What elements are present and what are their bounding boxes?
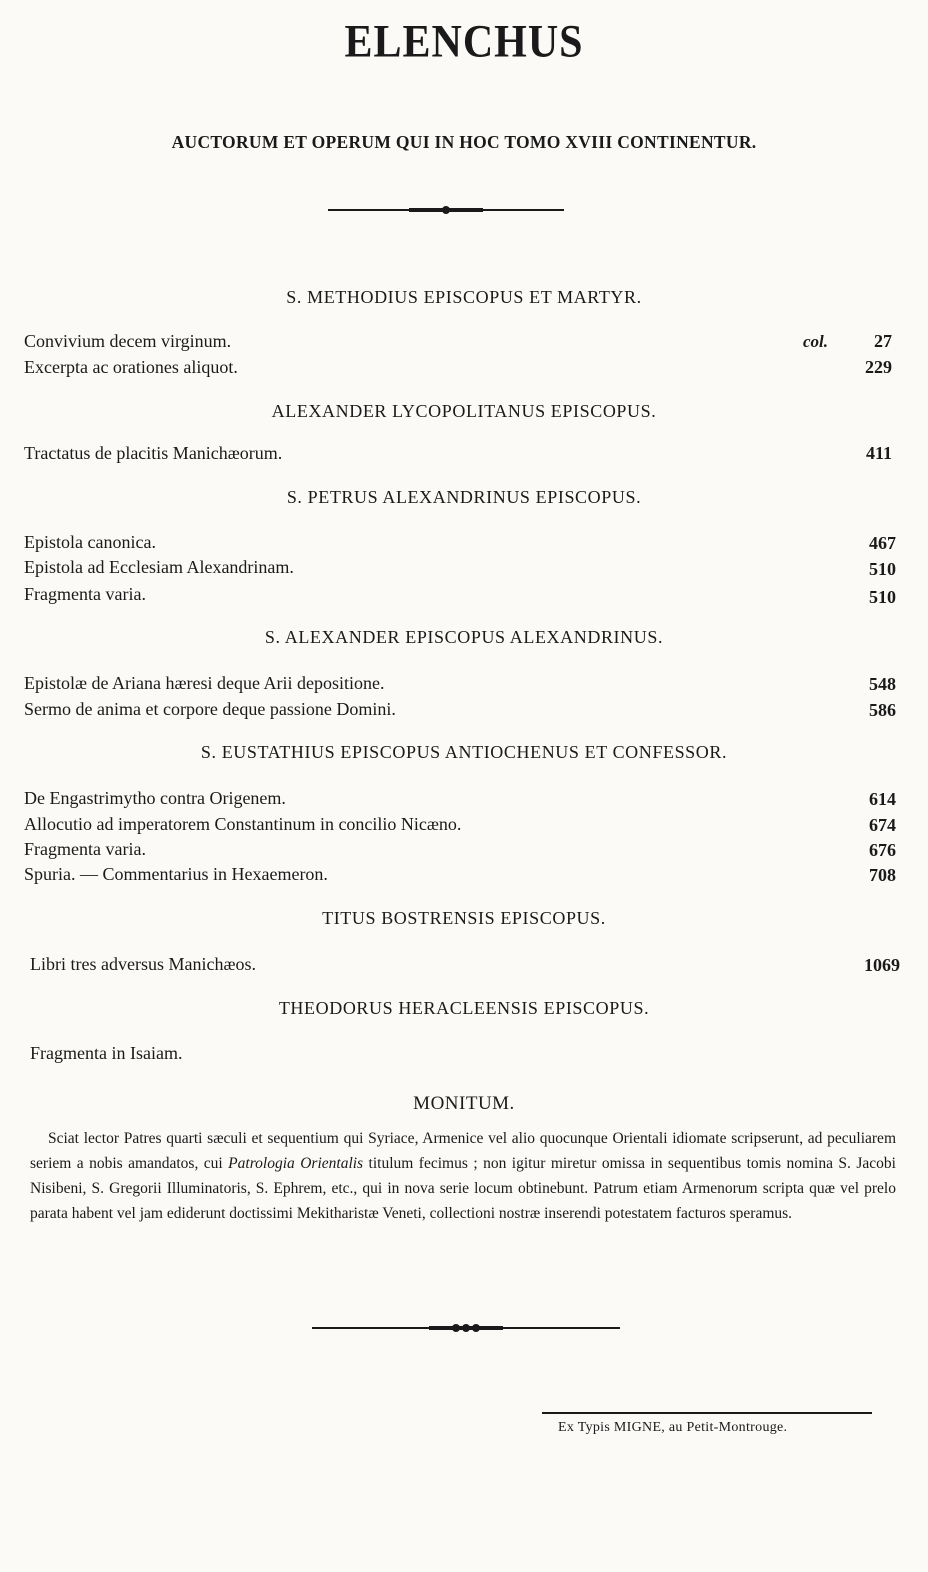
entry-title: Sermo de anima et corpore deque passione Domini. bbox=[24, 699, 396, 719]
entry-page: 510 bbox=[869, 587, 896, 607]
ornament-icon bbox=[429, 1324, 503, 1332]
section-heading: S. PETRUS ALEXANDRINUS EPISCOPUS. bbox=[286, 487, 642, 507]
entry-page: 229 bbox=[865, 357, 892, 377]
monitum-title: MONITUM. bbox=[413, 1093, 515, 1114]
entry-title: Fragmenta varia. bbox=[24, 584, 146, 604]
entry-title: Convivium decem virginum. bbox=[24, 331, 232, 351]
entry-page: 708 bbox=[869, 865, 896, 885]
section-heading: ALEXANDER LYCOPOLITANUS EPISCOPUS. bbox=[271, 401, 657, 421]
entry-page: 586 bbox=[869, 700, 896, 720]
entry-title: Epistolæ de Ariana hæresi deque Arii depositione. bbox=[24, 673, 385, 693]
page-subtitle: AUCTORUM ET OPERUM QUI IN HOC TOMO XVIII CONTINENTUR. bbox=[171, 132, 757, 152]
entry-title: Fragmenta varia. bbox=[24, 839, 146, 859]
entry-title: Libri tres adversus Manichæos. bbox=[30, 954, 256, 974]
entry-title: Spuria. — Commentarius in Hexaemeron. bbox=[24, 864, 328, 884]
entry-title: Epistola ad Ecclesiam Alexandrinam. bbox=[24, 557, 294, 577]
entry-page: 674 bbox=[869, 815, 896, 835]
entry-page: 1069 bbox=[864, 955, 900, 975]
imprint-rule bbox=[542, 1412, 872, 1414]
entry-title: Tractatus de placitis Manichæorum. bbox=[24, 443, 283, 463]
top-ornament bbox=[328, 205, 564, 215]
section-heading: THEODORUS HERACLEENSIS EPISCOPUS. bbox=[278, 998, 650, 1018]
entry-page: 614 bbox=[869, 789, 896, 809]
section-heading: S. EUSTATHIUS EPISCOPUS ANTIOCHENUS ET CONFESSOR. bbox=[200, 742, 728, 762]
entry-page: 548 bbox=[869, 674, 896, 694]
section-heading: TITUS BOSTRENSIS EPISCOPUS. bbox=[322, 908, 606, 928]
entry-title: De Engastrimytho contra Origenem. bbox=[24, 788, 286, 808]
entry-title: Epistola canonica. bbox=[24, 532, 156, 552]
entry-page: 411 bbox=[865, 443, 892, 463]
entry-title: Fragmenta in Isaiam. bbox=[30, 1043, 183, 1063]
page-title: ELENCHUS bbox=[344, 16, 584, 68]
entry-title: Excerpta ac orationes aliquot. bbox=[24, 357, 238, 377]
imprint: Ex Typis MIGNE, au Petit-Montrouge. bbox=[558, 1420, 788, 1435]
bottom-ornament bbox=[312, 1323, 620, 1333]
entry-page: 676 bbox=[869, 840, 896, 860]
entry-page: 27 bbox=[874, 331, 892, 351]
ornament-icon bbox=[409, 206, 483, 214]
monitum-text bbox=[30, 1126, 896, 1226]
entry-title: Allocutio ad imperatorem Constantinum in concilio Nicæno. bbox=[24, 814, 462, 834]
entry-page: 467 bbox=[869, 533, 896, 553]
section-heading: S. METHODIUS EPISCOPUS ET MARTYR. bbox=[286, 287, 642, 307]
col-label: col. bbox=[803, 332, 829, 351]
section-heading: S. ALEXANDER EPISCOPUS ALEXANDRINUS. bbox=[264, 627, 664, 647]
monitum-emphasis: Patrologia Orientalis bbox=[228, 1155, 364, 1172]
monitum-text-before: Sciat lector Patres quarti sæculi et sequentium qui Syriace, Armenice vel alio quocunque Orientali idiomate scripserunt, ad peculiarem seriem a nobis amandatos, cui bbox=[30, 1130, 896, 1172]
entry-page: 510 bbox=[869, 559, 896, 579]
monitum-text-after: titulum fecimus ; non igitur miretur omissa in sequentibus tomis nomina S. Jacobi Nisibeni, S. Gregorii Illuminatoris, S. Ephrem, etc., qui in nova serie locum obtinebunt. Patrum etiam Armenorum scripta quæ vel prelo parata habent vel jam ediderunt doctissimi Mekitharistæ Veneti, collectioni nostræ inserendi potestatem facturos speramus. bbox=[30, 1155, 896, 1222]
